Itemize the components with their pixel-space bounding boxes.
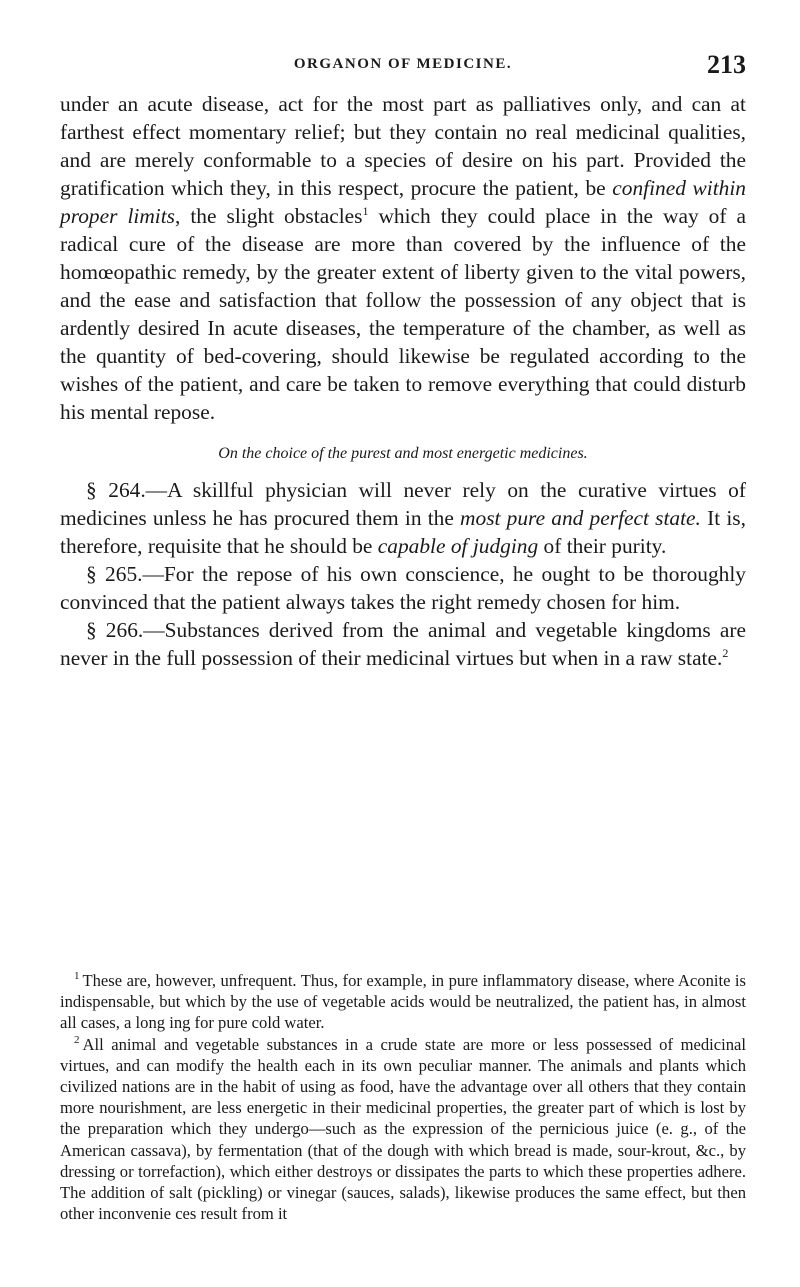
page-header [60, 50, 746, 84]
paragraph-265: § 265.—For the repose of his own conscience, he ought to be thoroughly convinced that the patient always takes the right remedy chosen for him. [60, 562, 746, 614]
footnote-mark-1: 1 [74, 970, 80, 983]
paragraph-264: § 264.—A skillful physician will never rely on the curative virtues of medicines unless he has procured them in the most pure and perfect state. It is, therefore, requisite that he should be capable of judging of their purity. [60, 478, 746, 558]
section-heading: On the choice of the purest and most energetic medicines. [218, 445, 588, 462]
page-number: 213 [707, 50, 746, 79]
paragraph-continuation: under an acute disease, act for the most part as palliatives only, and can at farthest effect momentary relief; but they contain no real medicinal qualities, and are merely conformable to a species of desire on his part. Provided the gratification which they, in this respect, procure the patient, be confined within proper limits, the slight obstacles$^1$ which they could place in the way of a radical cure of the disease are more than covered by the influence of the homœopathic remedy, by the greater extent of liberty given to the vital powers, and the ease and satisfaction that follow the possession of any object that is ardently desired In acute diseases, the temperature of the chamber, as well as the quantity of bed-covering, should likewise be regulated according to the wishes of the patient, and care be taken to remove everything that could disturb his mental repose. [60, 92, 747, 424]
paragraph-266: § 266.—Substances derived from the animal and vegetable kingdoms are never in the full possession of their medicinal virtues but when in a raw state.$^2$ [60, 618, 746, 670]
footnotes [60, 970, 746, 1224]
emphasis-confined: confined within proper limits [60, 176, 746, 228]
footnote-1: $^1$ These are, however, unfrequent. Thus, for example, in pure inflammatory disease, where Aconite is indispensable, but which by the use of vegetable acids would be neutralized, the patient has, in almost all cases, a long ing for pure cold water. [60, 970, 746, 1033]
main-text [60, 90, 746, 672]
emphasis-most-pure: most pure and perfect state. [460, 506, 701, 530]
footnote-2: $^2$ All animal and vegetable substances in a crude state are more or less possessed of medicinal virtues, and can modify the health each in its own peculiar manner. The animals and plants which civilized nations are in the habit of using as food, have the advantage over all others that they contain more nourishment, are less energetic in their medicinal properties, the greater part of which is lost by the preparation which they undergo—such as the expression of the pernicious juice (e. g., of the American cassava), by fermentation (that of the dough with which bread is made, sour-krout, &c., by dressing or torrefaction), which either destroys or dissipates the parts to which these properties adhere. The addition of salt (pickling) or vinegar (sauces, salads), likewise produces the same effect, but then other inconvenie ces result from it [60, 1034, 746, 1224]
footnote-mark-2: 2 [74, 1034, 80, 1047]
emphasis-capable: capable of judging [377, 534, 539, 558]
footnote-ref-1: 1 [362, 203, 369, 218]
running-title: ORGANON OF MEDICINE. [293, 56, 513, 72]
footnote-ref-2: 2 [722, 645, 729, 660]
